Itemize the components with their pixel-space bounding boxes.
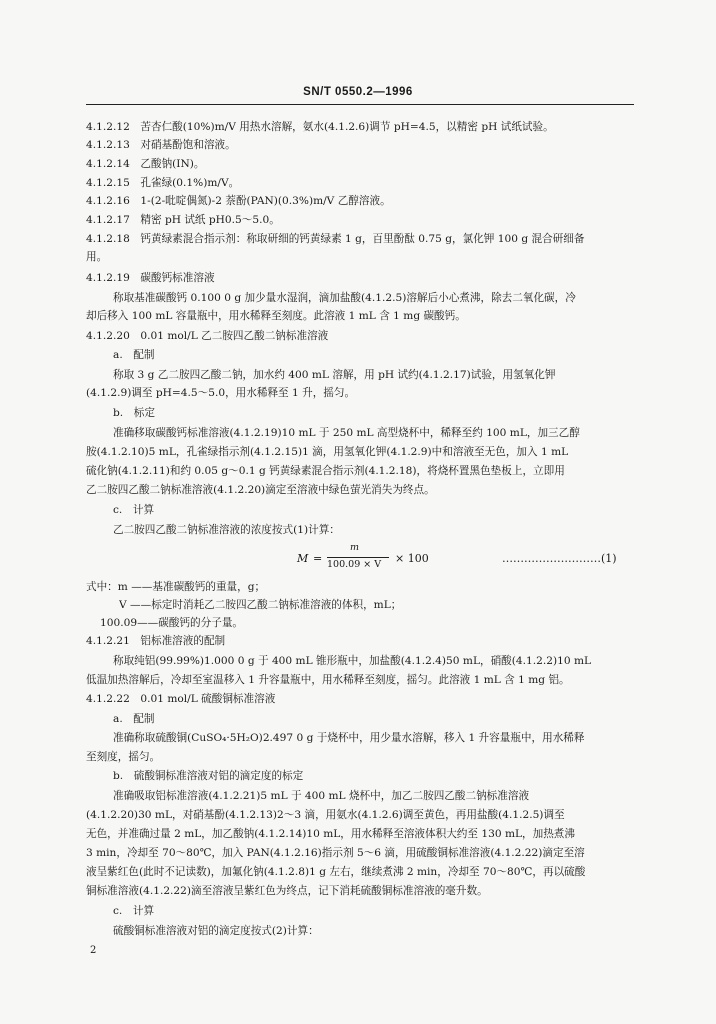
paragraph-line: 硫化钠(4.1.2.11)和约 0.05 g～0.1 g 钙黄绿素混合指示剂(4.1.2.18)，将烧杯置黑色垫板上，立即用 [86, 465, 565, 477]
heading-4-1-2-21: 4.1.2.21 铝标准溶液的配制 [86, 635, 226, 647]
item-4-1-2-17: 4.1.2.17 精密 pH 试纸 pH0.5～5.0。 [86, 214, 280, 226]
variable-m: 式中：m ——基准碳酸钙的重量，g； [86, 581, 266, 593]
heading-4-1-2-20: 4.1.2.20 0.01 mol/L 乙二胺四乙酸二钠标准溶液 [86, 330, 329, 342]
subheading-c: c. 计算 [113, 905, 155, 917]
paragraph-line: 准确移取碳酸钙标准溶液(4.1.2.19)10 mL 于 250 mL 高型烧杯中，稀释至约 100 mL，加三乙醇 [113, 427, 580, 439]
formula-number: ………………………(1) [502, 552, 617, 565]
paragraph-line: (4.1.2.20)30 mL，对硝基酚(4.1.2.13)2～3 滴，用氨水(4.1.2.6)调至黄色，再用盐酸(4.1.2.5)调至 [86, 809, 565, 821]
page-number: 2 [90, 945, 97, 956]
paragraph-line: 称取 3 g 乙二胺四乙酸二钠，加水约 400 mL 溶解，用 pH 试约(4.1.2.17)试验，用氢氧化钾 [113, 369, 556, 381]
fraction-bar [327, 557, 389, 558]
paragraph-line: 无色，并准确过量 2 mL，加乙酸钠(4.1.2.14)10 mL，用水稀释至溶液体积大约至 130 mL，加热煮沸 [86, 828, 575, 840]
subheading-b: b. 硫酸铜标准溶液对铝的滴定度的标定 [113, 770, 304, 782]
item-4-1-2-12: 4.1.2.12 苦杏仁酸(10%)m/V 用热水溶解，氨水(4.1.2.6)调节 pH=4.5，以精密 pH 试纸试验。 [86, 121, 554, 133]
paragraph-line: 胺(4.1.2.10)5 mL，孔雀绿指示剂(4.1.2.15)1 滴，用氢氧化钾(4.1.2.9)中和溶液至无色，加入 1 mL [86, 446, 569, 458]
item-4-1-2-13: 4.1.2.13 对硝基酚饱和溶液。 [86, 139, 236, 151]
formula-lhs: M [297, 552, 309, 565]
subheading-a: a. 配制 [113, 713, 155, 725]
item-4-1-2-18: 4.1.2.18 钙黄绿素混合指示剂：称取研细的钙黄绿素 1 g，百里酚酞 0.75 g，氯化钾 100 g 混合研细备 [86, 233, 585, 245]
paragraph-line: 称取纯铝(99.99%)1.000 0 g 于 400 mL 锥形瓶中，加盐酸(4.1.2.4)50 mL，硝酸(4.1.2.2)10 mL [113, 655, 592, 667]
item-4-1-2-16: 4.1.2.16 1-(2-吡啶偶氮)-2 萘酚(PAN)(0.3%)m/V 乙醇溶液。 [86, 195, 391, 207]
paragraph-line: 铜标准溶液(4.1.2.22)滴至溶液呈紫红色为终点，记下消耗硫酸铜标准溶液的毫升数。 [86, 885, 488, 897]
paragraph-line: 硫酸铜标准溶液对铝的滴定度按式(2)计算： [113, 925, 319, 937]
paragraph-line: 液呈紫红色(此时不记读数)，加氟化钠(4.1.2.8)1 g 左右，继续煮沸 2 min，冷却至 70～80℃，再以硫酸 [86, 866, 586, 878]
item-4-1-2-15: 4.1.2.15 孔雀绿(0.1%)m/V。 [86, 177, 240, 189]
paragraph-line: 低温加热溶解后，冷却至室温移入 1 升容量瓶中，用水稀释至刻度，摇匀。此溶液 1 mL 含 1 mg 铝。 [86, 674, 570, 686]
heading-4-1-2-19: 4.1.2.19 碳酸钙标准溶液 [86, 272, 215, 284]
item-4-1-2-18-cont: 用。 [86, 251, 108, 263]
paragraph-line: 准确称取硫酸铜(CuSO₄·5H₂O)2.497 0 g 于烧杯中，用少量水溶解，移入 1 升容量瓶中，用水稀释 [113, 732, 585, 744]
paragraph-line: 3 min，冷却至 70～80℃，加入 PAN(4.1.2.16)指示剂 5～6 滴，用硫酸铜标准溶液(4.1.2.22)滴定至溶 [86, 847, 585, 859]
header-standard-number: SN/T 0550.2—1996 [303, 86, 413, 98]
paragraph-line: 至刻度，摇匀。 [86, 751, 161, 763]
item-4-1-2-14: 4.1.2.14 乙酸钠(IN)。 [86, 158, 205, 170]
subheading-a: a. 配制 [113, 349, 155, 361]
formula-1 [297, 542, 637, 576]
formula-numerator: m [350, 542, 360, 553]
paragraph-line: 称取基准碳酸钙 0.100 0 g 加少量水湿润，滴加盐酸(4.1.2.5)溶解后小心煮沸，除去二氧化碳，冷 [113, 292, 576, 304]
paragraph-line: 乙二胺四乙酸二钠标准溶液(4.1.2.20)滴定至溶液中绿色萤光消失为终点。 [86, 484, 435, 496]
header-rule [86, 104, 634, 105]
paragraph-line: (4.1.2.9)调至 pH=4.5～5.0，用水稀释至 1 升，摇匀。 [86, 387, 356, 399]
paragraph-line: 准确吸取铝标准溶液(4.1.2.21)5 mL 于 400 mL 烧杯中，加乙二胺四乙酸二钠标准溶液 [113, 790, 530, 802]
formula-equals: = [313, 552, 323, 565]
variable-constant: 100.09——碳酸钙的分子量。 [100, 617, 244, 629]
subheading-c: c. 计算 [113, 504, 155, 516]
heading-4-1-2-22: 4.1.2.22 0.01 mol/L 硫酸铜标准溶液 [86, 693, 276, 705]
formula-denominator: 100.09 × V [327, 559, 382, 570]
formula-multiplier: × 100 [395, 552, 429, 565]
subheading-b: b. 标定 [113, 407, 155, 419]
paragraph-line: 乙二胺四乙酸二钠标准溶液的浓度按式(1)计算： [113, 524, 340, 536]
paragraph-line: 却后移入 100 mL 容量瓶中，用水稀释至刻度。此溶液 1 mL 含 1 mg 碳酸钙。 [86, 310, 466, 322]
variable-v: V ——标定时消耗乙二胺四乙酸二钠标准溶液的体积，mL； [119, 599, 402, 611]
